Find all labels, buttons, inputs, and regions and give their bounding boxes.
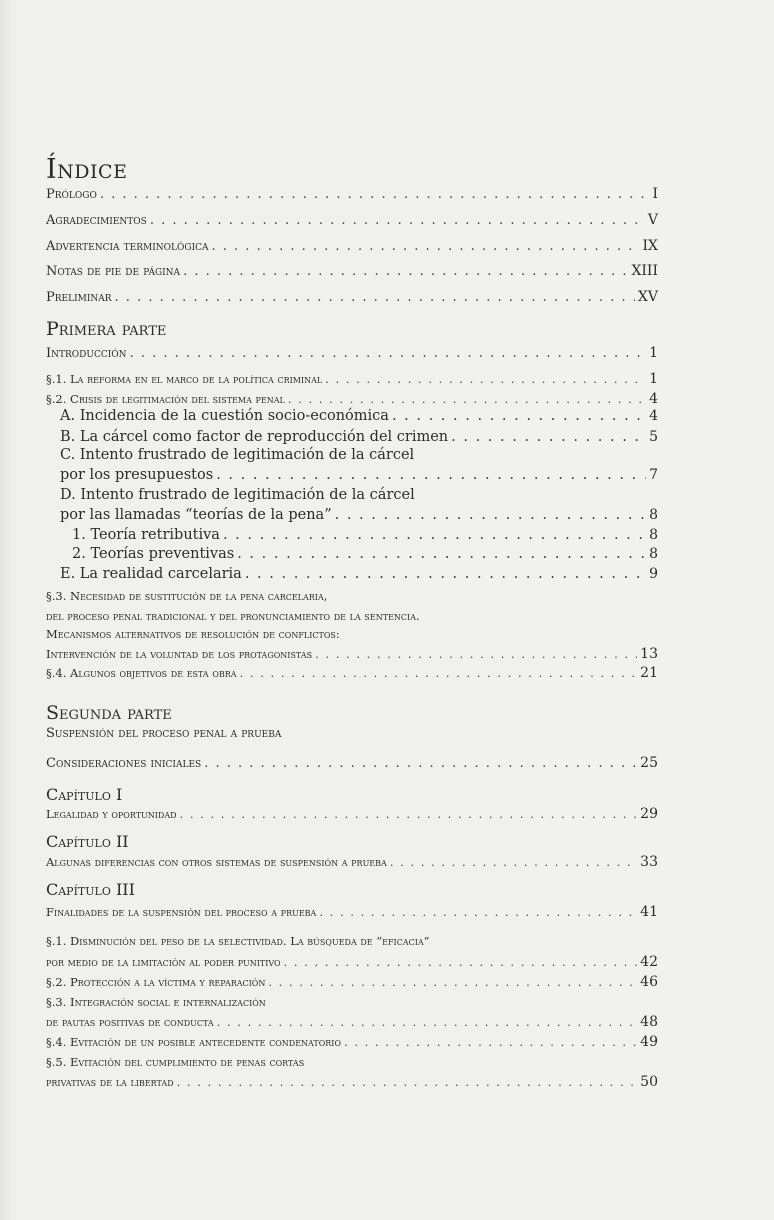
toc-entry-page: XV <box>637 289 658 305</box>
dot-leader <box>288 392 646 406</box>
dot-leader <box>451 429 646 445</box>
toc-entry-c3-s4[interactable] <box>46 1034 658 1050</box>
toc-entry-label: §.1. La reforma en el marco de la política criminal <box>46 372 323 386</box>
toc-entry-page: 9 <box>649 566 658 582</box>
toc-entry-label: E. La realidad carcelaria <box>60 566 242 582</box>
toc-entry-page: 7 <box>649 467 658 483</box>
part-two-heading: Segunda parte <box>46 702 172 724</box>
toc-entry-ch1[interactable] <box>46 806 658 822</box>
toc-entry-label: por las llamadas “teorías de la pena” <box>60 507 332 523</box>
dot-leader <box>183 264 628 279</box>
toc-entry-label: 1. Teoría retributiva <box>72 527 220 543</box>
toc-entry-introduccion[interactable] <box>46 345 658 361</box>
dot-leader <box>325 372 646 386</box>
toc-entry-page: 1 <box>649 371 658 387</box>
toc-entry-label: privativas de la libertad <box>46 1075 174 1089</box>
toc-entry-page: V <box>647 212 658 228</box>
toc-entry-page: I <box>652 186 658 202</box>
toc-entry-c3-s1[interactable] <box>46 954 658 970</box>
toc-entry-page: 8 <box>649 507 658 523</box>
toc-entry-page: 13 <box>640 646 658 662</box>
dot-leader <box>217 1015 638 1029</box>
toc-entry-page: 42 <box>640 954 658 970</box>
toc-entry-p1-b[interactable] <box>60 429 658 445</box>
toc-entry-label: Advertencia terminológica <box>46 239 209 254</box>
toc-entry-label: de pautas positivas de conducta <box>46 1015 214 1029</box>
dot-leader <box>315 647 637 661</box>
toc-entry-p1-d[interactable] <box>60 507 658 523</box>
toc-entry-label: Agradecimientos <box>46 213 147 228</box>
toc-entry-page: 49 <box>640 1034 658 1050</box>
toc-entry-p1-d-line1: D. Intento frustrado de legitimación de la cárcel <box>60 487 415 503</box>
dot-leader <box>390 855 637 869</box>
dot-leader <box>177 1075 638 1089</box>
toc-entry-preliminar[interactable] <box>46 289 658 305</box>
part-two-subtitle: Suspensión del proceso penal a prueba <box>46 726 282 741</box>
dot-leader <box>180 807 638 821</box>
toc-entry-page: 8 <box>649 527 658 543</box>
page-title: Índice <box>46 154 128 185</box>
dot-leader <box>344 1035 637 1049</box>
toc-entry-label: Finalidades de la suspensión del proceso a prueba <box>46 905 317 919</box>
toc-entry-p1-s4[interactable] <box>46 665 658 681</box>
toc-entry-c3-s5-line1: §.5. Evitación del cumplimiento de penas cortas <box>46 1055 305 1069</box>
dot-leader <box>130 346 647 361</box>
chapter-two-heading: Capítulo II <box>46 832 129 851</box>
toc-entry-page: 33 <box>640 854 658 870</box>
toc-entry-p1-c-line1: C. Intento frustrado de legitimación de la cárcel <box>60 447 415 463</box>
toc-entry-label: §.4. Evitación de un posible antecedente condenatorio <box>46 1035 342 1049</box>
toc-entry-c3-s5[interactable] <box>46 1074 658 1090</box>
dot-leader <box>115 290 635 305</box>
dot-leader <box>212 239 640 254</box>
toc-entry-label: Algunas diferencias con otros sistemas de suspensión a prueba <box>46 855 387 869</box>
toc-entry-label: por medio de la limitación al poder punitivo <box>46 955 281 969</box>
toc-entry-page: 41 <box>640 904 658 920</box>
toc-entry-notas[interactable] <box>46 263 658 279</box>
toc-entry-consideraciones[interactable] <box>46 755 658 771</box>
chapter-three-heading: Capítulo III <box>46 880 135 899</box>
toc-entry-page: 48 <box>640 1014 658 1030</box>
toc-entry-c3-s2[interactable] <box>46 974 658 990</box>
dot-leader <box>237 546 646 562</box>
toc-entry-c3-s3-line1: §.3. Integración social e internalización <box>46 995 266 1009</box>
dot-leader <box>204 756 637 771</box>
toc-entry-p1-a[interactable] <box>60 408 658 424</box>
dot-leader <box>319 905 637 919</box>
toc-entry-page: 8 <box>649 546 658 562</box>
toc-entry-page: 1 <box>649 345 658 361</box>
dot-leader <box>100 187 650 202</box>
dot-leader <box>268 975 637 989</box>
toc-entry-page: 29 <box>640 806 658 822</box>
toc-entry-page: 21 <box>640 665 658 681</box>
toc-entry-page: 50 <box>640 1074 658 1090</box>
dot-leader <box>335 507 646 523</box>
toc-entry-label: 2. Teorías preventivas <box>72 546 235 562</box>
toc-entry-label: B. La cárcel como factor de reproducción del crimen <box>60 429 449 445</box>
toc-entry-page: 4 <box>649 391 658 407</box>
toc-entry-label: §.2. Protección a la víctima y reparación <box>46 975 266 989</box>
dot-leader <box>284 955 638 969</box>
toc-entry-label: A. Incidencia de la cuestión socio-económica <box>60 408 389 424</box>
toc-entry-page: 46 <box>640 974 658 990</box>
toc-entry-label: Consideraciones iniciales <box>46 756 202 771</box>
toc-entry-ch2[interactable] <box>46 854 658 870</box>
toc-entry-p1-s1[interactable] <box>46 371 658 387</box>
toc-entry-p1-s3[interactable] <box>46 646 658 662</box>
toc-entry-p1-c[interactable] <box>60 467 658 483</box>
toc-entry-p1-e[interactable] <box>60 566 658 582</box>
dot-leader <box>216 467 646 483</box>
toc-entry-label: Introducción <box>46 346 127 361</box>
toc-entry-p1-s2[interactable] <box>46 391 658 407</box>
toc-entry-c3-s1-line1: §.1. Disminución del peso de la selectividad. La búsqueda de “eficacia” <box>46 934 430 948</box>
toc-entry-c3-s3[interactable] <box>46 1014 658 1030</box>
toc-entry-label: Prólogo <box>46 187 97 202</box>
toc-entry-ch3[interactable] <box>46 904 658 920</box>
dot-leader <box>223 527 646 543</box>
part-one-heading: Primera parte <box>46 318 167 340</box>
toc-entry-page: 25 <box>640 755 658 771</box>
toc-entry-label: Intervención de la voluntad de los protagonistas <box>46 647 313 661</box>
toc-entry-label: §.4. Algunos objetivos de esta obra <box>46 666 237 680</box>
toc-entry-page: IX <box>642 238 658 254</box>
toc-entry-label: Notas de pie de página <box>46 264 181 279</box>
dot-leader <box>150 213 645 228</box>
toc-entry-label: §.2. Crisis de legitimación del sistema penal <box>46 392 285 406</box>
dot-leader <box>240 666 638 680</box>
toc-entry-p1-s3-line3: Mecanismos alternativos de resolución de conflictos: <box>46 627 340 641</box>
toc-entry-page: 4 <box>649 408 658 424</box>
toc-entry-agradecimientos[interactable] <box>46 212 658 228</box>
toc-entry-prologo[interactable] <box>46 186 658 202</box>
toc-entry-page: XIII <box>631 263 658 279</box>
toc-entry-p1-s3-line2: del proceso penal tradicional y del pronunciamiento de la sentencia. <box>46 609 420 623</box>
toc-entry-p1-s3-line1: §.3. Necesidad de sustitución de la pena carcelaria, <box>46 589 328 603</box>
toc-entry-advertencia[interactable] <box>46 238 658 254</box>
toc-entry-p1-d2[interactable] <box>72 546 658 562</box>
toc-entry-p1-d1[interactable] <box>72 527 658 543</box>
toc-entry-label: Preliminar <box>46 290 112 305</box>
dot-leader <box>392 408 646 424</box>
dot-leader <box>245 566 646 582</box>
toc-entry-label: por los presupuestos <box>60 467 214 483</box>
toc-entry-label: Legalidad y oportunidad <box>46 807 177 821</box>
chapter-one-heading: Capítulo I <box>46 785 123 804</box>
toc-entry-page: 5 <box>649 429 658 445</box>
